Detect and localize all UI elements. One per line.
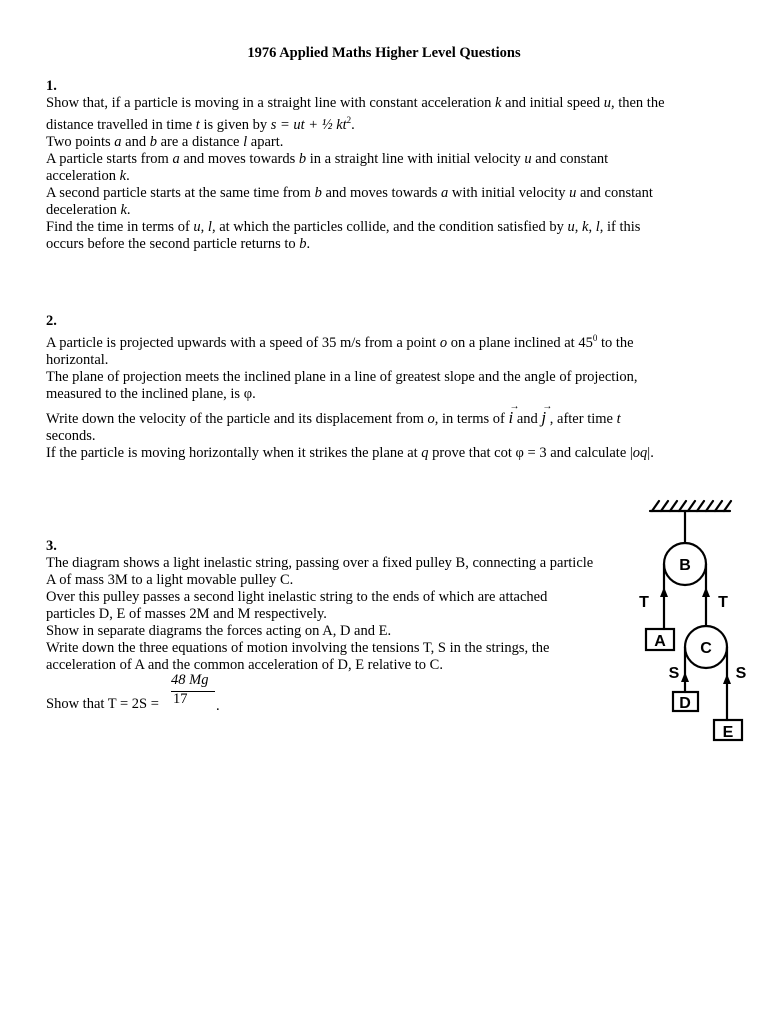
label-d: D (679, 695, 691, 712)
show-that-line: Show that T = 2S = (46, 696, 159, 712)
arrow-s-left (681, 672, 689, 682)
label-a: A (654, 633, 666, 650)
fraction (171, 672, 221, 712)
label-t-left: T (639, 594, 649, 611)
q1-line-3: Two points a and b are a distance l apart. (46, 133, 284, 150)
arrow-s-right (723, 674, 731, 684)
question-3 (46, 538, 646, 674)
label-c: C (700, 640, 712, 657)
formula: s = ut + ½ kt (270, 116, 347, 133)
q3-line-7: acceleration of A and the common acceleration of D, E relative to C. (46, 657, 443, 673)
question-number: 1. (46, 78, 57, 94)
q2-line-1: A particle is projected upwards with a speed of 35 m/s from a point o on a plane inclined at $45^0$ to the (46, 333, 634, 351)
q3-line-1: The diagram shows a light inelastic string, passing over a fixed pulley B, connecting a particle (46, 555, 594, 571)
q1-line-6: A second particle starts at the same time from b and moves towards a with initial velocity u and constant (46, 184, 653, 201)
q2-line-2: horizontal. (46, 351, 109, 368)
vector-i: → i (508, 400, 520, 427)
arrow-t-right (702, 587, 710, 597)
q1-line-5: acceleration k. (46, 167, 130, 184)
q3-line-3: Over this pulley passes a second light inelastic string to the ends of which are attached (46, 589, 548, 605)
q3-line-6: Write down the three equations of motion involving the tensions T, S in the strings, the (46, 640, 550, 656)
show-that-period: . (216, 698, 220, 714)
label-t-right: T (718, 594, 728, 611)
q1-line-2: distance travelled in time t is given by s = ut + ½ $kt^2$. (46, 115, 355, 133)
q2-line-7: If the particle is moving horizontally when it strikes the plane at q prove that cot φ = 3 and calculate |oq|. (46, 444, 654, 461)
question-2 (46, 313, 722, 462)
question-number: 2. (46, 313, 57, 329)
q3-line-5: Show in separate diagrams the forces acting on A, D and E. (46, 623, 392, 639)
page-title: 1976 Applied Maths Higher Level Questions (247, 45, 521, 61)
q2-line-4: measured to the inclined plane, is φ. (46, 385, 256, 402)
q3-line-2: A of mass 3M to a light movable pulley C. (46, 572, 294, 588)
question-1 (46, 78, 722, 253)
fraction-numerator: 48 Mg (171, 672, 209, 688)
q2-line-5: Write down the velocity of the particle and its displacement from o, in terms of → i and → j , after time t (46, 400, 621, 427)
fraction-denominator: 17 (173, 691, 188, 707)
arrow-t-left (660, 587, 668, 597)
label-e: E (722, 724, 734, 741)
q1-line-8: Find the time in terms of u, l, at which the particles collide, and the condition satisfied by u, k, l, if this (46, 218, 641, 235)
vector-j: → j (541, 400, 553, 427)
question-number: 3. (46, 538, 57, 554)
q1-line-1: Show that, if a particle is moving in a straight line with constant acceleration k and initial speed u, then the (46, 95, 665, 111)
ceiling-hatching (652, 501, 731, 511)
label-b: B (679, 557, 691, 574)
q1-line-9: occurs before the second particle returns to b. (46, 235, 311, 252)
label-s-right: S (735, 665, 747, 682)
q2-line-6: seconds. (46, 427, 96, 444)
label-s-left: S (668, 665, 680, 682)
q3-line-4: particles D, E of masses 2M and M respectively. (46, 606, 327, 622)
q2-line-3: The plane of projection meets the inclined plane in a line of greatest slope and the angle of projection, (46, 368, 638, 385)
q1-line-7: deceleration k. (46, 201, 131, 218)
pulley-diagram (628, 495, 752, 745)
q1-line-4: A particle starts from a and moves towards b in a straight line with initial velocity u and constant (46, 150, 609, 167)
